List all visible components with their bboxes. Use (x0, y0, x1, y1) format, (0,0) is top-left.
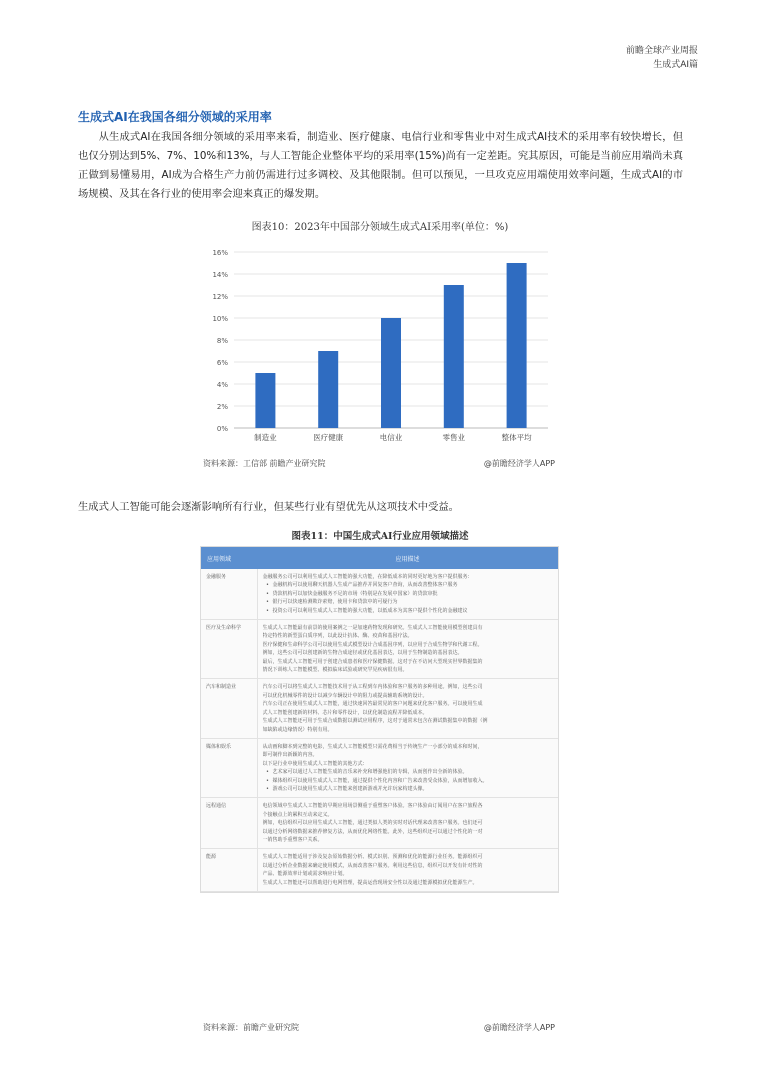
description-line: 生成式人工智能还可用于生成合成数据以测试应用程序，这对于通常未包含在测试数据集中的数据（例 (262, 718, 488, 725)
description-line: 如缺陷或边缘情况）特别有用。 (262, 726, 333, 733)
description-line: 以下是行业中使用生成式人工智能的其他方式： (262, 760, 368, 767)
description-line: 生成式人工智能适用于涉及复杂原始数据分析、模式识别、预测和优化的能源行业任务。能源组织可 (262, 854, 483, 861)
description-line: 生成式人工智能还可以帮助进行电网管理，提高运营现场安全性以及通过能源模拟优化能源生产。 (262, 879, 478, 886)
table-cell-field: 能源 (201, 849, 257, 892)
section-paragraph: 从生成式AI在我国各细分领域的采用率来看，制造业、医疗健康、电信行业和零售业中对生成式AI技术的采用率有较快增长，但也仅分别达到5%、7%、10%和13%，与人工智能企业整体平均的采用率(15%)尚有一定差距。究其原因，可能是当前应用端尚未真正做到易懂易用，AI成为合格生产力前仍需进行过多调校、及其他限制。但可以预见，一旦攻克应用端使用效率问题，生成式AI的市场规模、及其在各行业的使用率会迎来真正的爆发期。 (78, 131, 683, 200)
table-cell-description (257, 849, 558, 892)
table-cell-field: 金融服务 (201, 569, 257, 620)
report-header (626, 44, 698, 72)
table-cell-description (257, 738, 558, 797)
description-line: 医疗保健和生命科学公司可以使用生成式模型设计合成基因序列，以应用于合成生物学和代谢工程。 (262, 641, 483, 648)
x-tick-label: 制造业 (254, 433, 277, 442)
column-header-description: 应用描述 (257, 547, 558, 569)
bar-1 (255, 373, 275, 428)
description-line: 可以优化机械零件的设计以减少车辆设计中的阻力或提高辅助系统的设计。 (262, 692, 428, 699)
table-header-row (201, 547, 558, 569)
description-line: 生成式人工智能最有前景的使用案例之一是加速药物发现和研究。生成式人工智能使用模型创建具有 (262, 625, 483, 632)
x-tick-label: 医疗健康 (313, 433, 344, 442)
table-cell-description (257, 569, 558, 620)
y-tick-label: 10% (212, 315, 228, 323)
bar-3 (381, 318, 401, 428)
description-line: 例如，电信组织可以应用生成式人工智能，通过类似人类的实时对话代理来改善客户服务。也们还可 (262, 820, 483, 827)
table-row (201, 798, 558, 849)
description-line: 例如，这些公司可以创建新的生物合成途径或优化基因表达，以用于生物制造的基因表达。 (262, 650, 463, 657)
bar-2 (318, 351, 338, 428)
y-tick-label: 0% (216, 425, 228, 433)
x-tick-label: 电信业 (379, 433, 403, 442)
table-cell-description (257, 620, 558, 679)
bar-4 (444, 285, 464, 428)
description-bullet-line: • 银行可以快速检测欺诈索赔，使用卡和贷款中的可疑行为 (263, 598, 554, 606)
description-bullet-line: • 媒体组织可以使用生成式人工智能，通过提供个性化内容和广告来改善受众体验，从而增加收入。 (263, 777, 554, 785)
table-row (201, 738, 558, 797)
description-line: 一销售助手重塑客户关系。 (262, 836, 323, 843)
y-tick-label: 4% (216, 381, 228, 389)
x-tick-label: 零售业 (442, 433, 466, 442)
figure11-source: 资料来源：前瞻产业研究院 (203, 1023, 299, 1032)
table-cell-field: 医疗及生命科学 (201, 620, 257, 679)
section-title: 生成式AI在我国各细分领域的采用率 (78, 110, 272, 124)
description-line: 即可制作出新颖的内容。 (262, 752, 318, 759)
description-line: 以通过分析企业数据来确定使用模式，从而改善客户服务。利用这些信息，组织可以开发有针对性的 (262, 862, 483, 869)
y-tick-label: 12% (212, 293, 228, 301)
description-bullet-line: • 游戏公司可以使用生成式人工智能来创建新游戏并允许玩家构建头像。 (263, 785, 554, 793)
header-issue-title: 生成式AI篇 (653, 60, 698, 70)
figure11-title: 图表11：中国生成式AI行业应用领域描述 (291, 531, 469, 542)
table-cell-field: 媒体和娱乐 (201, 738, 257, 797)
description-line: 汽车公司可以将生成式人工智能技术用于从工程到车内体验和客户服务的多种用途。例如，这些公司 (262, 684, 483, 691)
table-cell-field: 远程通信 (201, 798, 257, 849)
y-tick-label: 14% (212, 271, 228, 279)
description-line: 式人工智能创建新的材料、芯片和零件设计，以优化制造流程并降低成本。 (262, 709, 428, 716)
description-bullet-line: • 金融机构可以使用聊天机器人生成产品推荐并回复客户查询，从而改善整体客户服务 (263, 581, 554, 589)
table-row (201, 620, 558, 679)
table-cell-description (257, 798, 558, 849)
table-row (201, 849, 558, 892)
description-bullet-line: • 贷款机构可以加快金融服务不足的市场（特别是在发展中国家）的贷款审批 (263, 590, 554, 598)
header-series-title: 前瞻全球产业周报 (625, 46, 698, 56)
table-cell-field: 汽车和制造业 (201, 679, 257, 738)
description-line: 以通过分析网络数据来推荐修复方法，从而优化网络性能。此外，这些组织还可以通过个性化的一对 (262, 828, 483, 835)
description-line: 特定特性的新型蛋白质序列，以此设计抗体、酶、疫苗和基因疗法。 (262, 633, 413, 640)
description-bullet-line: • 艺术家可以通过人工智能生成的音乐来补充和增强他们的专辑，从而创作出全新的体验。 (263, 768, 554, 776)
y-tick-label: 8% (216, 337, 228, 345)
description-bullet-line: • 投资公司可以利用生成式人工智能的强大功能，以低成本为其客户提供个性化的金融建议 (263, 607, 554, 615)
table-row (201, 679, 558, 738)
y-tick-label: 16% (212, 249, 228, 257)
bar-chart-svg (198, 240, 558, 455)
y-tick-label: 2% (216, 403, 228, 411)
description-line: 电信领域中生成式人工智能的早期应用场景侧重于重塑客户体验。客户体验由订阅用户在客户旅程各 (262, 803, 483, 810)
figure10-title: 图表10：2023年中国部分领域生成式AI采用率(单位：%) (251, 222, 509, 233)
x-tick-label: 整体平均 (501, 433, 532, 442)
description-line: 从动画和脚本到完整的电影，生成式人工智能模型只需花费相当于传统生产一小部分的成本和时间， (262, 743, 483, 750)
table-row (201, 569, 558, 620)
bar-5 (507, 263, 527, 428)
application-table (200, 546, 559, 893)
description-line: 产品、能源效率计划或需求响应计划。 (262, 871, 348, 878)
adoption-rate-chart (198, 240, 558, 455)
y-tick-label: 6% (216, 359, 228, 367)
column-header-field: 应用领域 (201, 547, 257, 569)
description-line: 金融服务公司可以利用生成式人工智能的强大功能，在降低成本的同时更好地为客户提供服务： (262, 574, 473, 580)
description-line: 汽车公司正在使用生成式人工智能，通过快速回答最常见的客户问题来优化客户服务。可以使用生成 (262, 701, 483, 708)
figure10-brand: @前瞻经济学人APP (483, 459, 555, 468)
description-line: 个接触点上的累积互动来定义。 (262, 811, 333, 818)
figure11-brand: @前瞻经济学人APP (483, 1023, 555, 1032)
table-cell-description (257, 679, 558, 738)
lead-sentence: 生成式人工智能可能会逐渐影响所有行业，但某些行业有望优先从这项技术中受益。 (78, 501, 459, 513)
description-line: 情况下训练人工智能模型、模拟临床试验或研究罕见疾病很有用。 (262, 667, 408, 674)
figure10-source: 资料来源：工信部 前瞻产业研究院 (203, 459, 326, 468)
description-line: 最后，生成式人工智能可用于创建合成患者和医疗保健数据。这对于在不访问大型现实世界数据集的 (262, 658, 483, 665)
